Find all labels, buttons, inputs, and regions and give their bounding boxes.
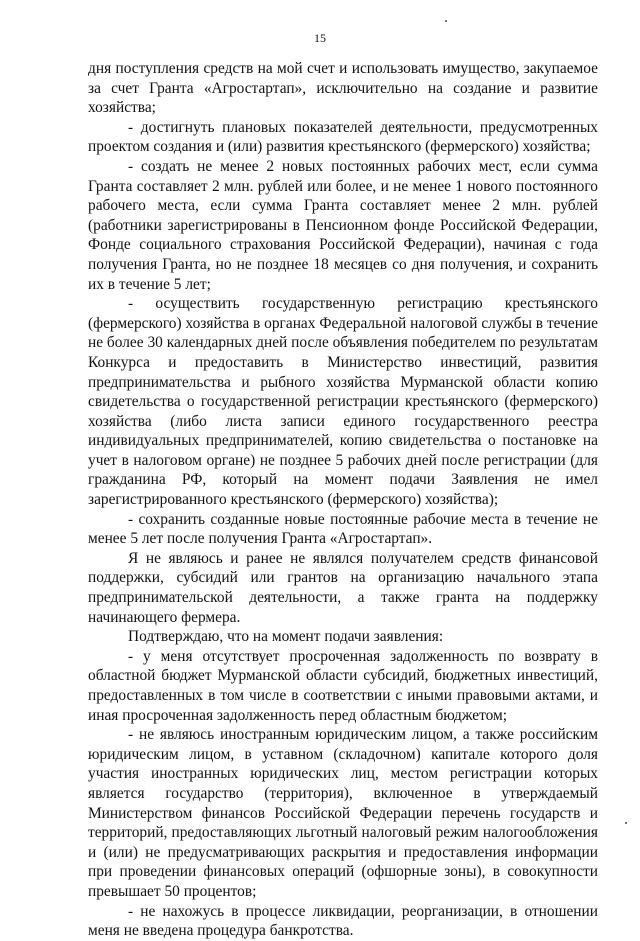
paragraph-9: - не являюсь иностранным юридическим лицом, а также российским юридическим лицом, в уставном (складочном) капитале которого доля участия иностранных юридических лиц, местом регистрации которых является государство (территория), включенное в утверждаемый Министерством финансов Российской Федерации перечень государств и территорий, предоставляющих льготный налоговый режим налогообложения и (или) не предусматривающих раскрытия и предоставления информации при проведении финансовых операций (офшорные зоны), в совокупности превышает 50 процентов;	[88, 726, 598, 900]
paragraph-3: - создать не менее 2 новых постоянных рабочих мест, если сумма Гранта составляет 2 млн. рублей или более, и не менее 1 нового постоянного рабочего места, если сумма Гранта составляет менее 2 млн. рублей (работники зарегистрированы в Пенсионном фонде Российской Федерации, Фонде социального страхования Российской Федерации), начиная с года получения Гранта, но не позднее 18 месяцев со дня получения, и сохранить их в течение 5 лет;	[88, 157, 598, 293]
paragraph-6: Я не являюсь и ранее не являлся получателем средств финансовой поддержки, субсидий или грантов на организацию начального этапа предпринимательской деятельности, а также гранта на поддержку начинающего фермера.	[88, 549, 598, 626]
document-body	[88, 59, 598, 941]
paragraph-4: - осуществить государственную регистрацию крестьянского (фермерского) хозяйства в органах Федеральной налоговой службы в течение не более 30 календарных дней после объявления победителем по результатам Конкурса и предоставить в Министерство инвестиций, развития предпринимательства и рыбного хозяйства Мурманской области копию свидетельства о государственной регистрации крестьянского (фермерского) хозяйства (либо листа записи единого государственного реестра индивидуальных предпринимателей, копию свидетельства о постановке на учет в налоговом органе) не позднее 5 рабочих дней после регистрации (для гражданина РФ, который на момент подачи Заявления не имел зарегистрированного крестьянского (фермерского) хозяйства);	[88, 295, 598, 509]
paragraph-7: Подтверждаю, что на момент подачи заявления:	[128, 628, 444, 646]
paragraph-10: - не нахожусь в процессе ликвидации, реорганизации, в отношении меня не введена процедура банкротства.	[88, 902, 598, 940]
paragraph-2: - достигнуть плановых показателей деятельности, предусмотренных проектом создания и (или) развития крестьянского (фермерского) хозяйства;	[88, 118, 598, 156]
paragraph-5: - сохранить созданные новые постоянные рабочие места в течение не менее 5 лет после получения Гранта «Агростартап».	[88, 510, 598, 548]
page-number: 15	[314, 31, 326, 45]
scan-speck	[445, 20, 447, 22]
paragraph-1: дня поступления средств на мой счет и использовать имущество, закупаемое за счет Гранта «Агростартап», исключительно на создание и развитие хозяйства;	[88, 60, 598, 117]
scan-speck	[625, 822, 627, 824]
paragraph-8: - у меня отсутствует просроченная задолженность по возврату в областной бюджет Мурманской области субсидий, бюджетных инвестиций, предоставленных в том числе в соответствии с иными правовыми актами, и иная просроченная задолженность перед областным бюджетом;	[88, 647, 598, 724]
